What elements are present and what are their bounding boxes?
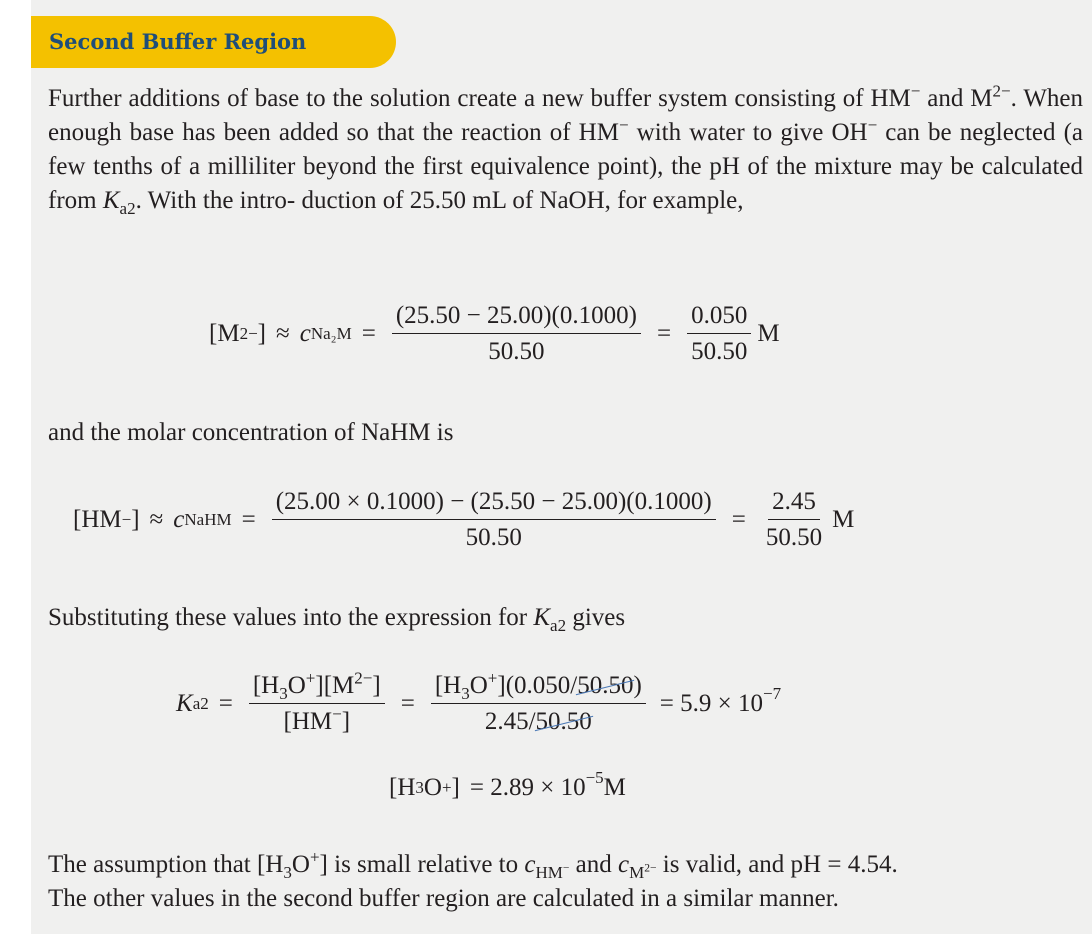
equation-hm-concentration: [HM − ] ≈ c NaHM = $\frac{(25.00 \times 0.1000) - (25.50 - 25.00)(0.1000)}{50.50}$ = $\frac{2.45}{50.50}$ M [73, 488, 855, 551]
equation-ka2: K a2 = $\frac{[H_3O^+][M^{2-}]}{[HM^-]}$ = $\frac{[H_3O^+](0.050/50.50)}{2.45/50.50}$ = 5.9 × 10 $^{-7}$ [176, 668, 782, 735]
paragraph-conclusion: The assumption that $[H_3O^+]$ is small relative to $c_{HM^-}$ and $c_{M^{2-}}$ is valid, and pH = 4.54. The other values in the second buffer region are calculated in a similar manner. [48, 847, 898, 912]
section-heading: Second Buffer Region [49, 29, 307, 54]
fraction-m2-full: $\frac{(25.50 - 25.00)(0.1000)}{50.50}$ [392, 302, 641, 366]
equation-h3o-result: [H 3 O + ] = 2.89 × 10 $^{-5}$ M [389, 768, 626, 801]
fraction-hm-full: $\frac{(25.00 \times 0.1000) - (25.50 - 25.00)(0.1000)}{50.50}$ [272, 488, 716, 552]
cancelled-term: 50.50 [577, 672, 634, 699]
fraction-m2-simplified: $\frac{0.050}{50.50}$ [687, 302, 751, 366]
paragraph-substitution: Substituting these values into the expression for $K_{a2}$ gives [48, 604, 626, 635]
fraction-ka2-substituted: $\frac{[H_3O^+](0.050/50.50)}{2.45/50.50}$ [431, 672, 646, 736]
textbook-page [31, 0, 1092, 934]
fraction-ka2-definition: $\frac{[H_3O^+][M^{2-}]}{[HM^-]}$ [249, 672, 385, 736]
paragraph-intro: Further additions of base to the solution create a new buffer system consisting of HM− and $M^{2-}$. When enough base has been added so that the reaction of HM− with water to give OH− can be neglected (a few tenths of a milliliter beyond the first equivalence point), the pH of the mixture may be calculated from $K_{a2}$. With the intro- duction of 25.50 mL of NaOH, for example, [48, 81, 1084, 218]
fraction-hm-simplified: $\frac{2.45}{50.50}$ [765, 488, 823, 551]
cancelled-term: 50.50 [535, 708, 592, 735]
equation-m2-concentration: [M 2− ] ≈ c Na₂M = $\frac{(25.50 - 25.00)(0.1000)}{50.50}$ = $\frac{0.050}{50.50}$ M [209, 302, 780, 365]
paragraph-nahm: and the molar concentration of NaHM is [48, 419, 454, 446]
